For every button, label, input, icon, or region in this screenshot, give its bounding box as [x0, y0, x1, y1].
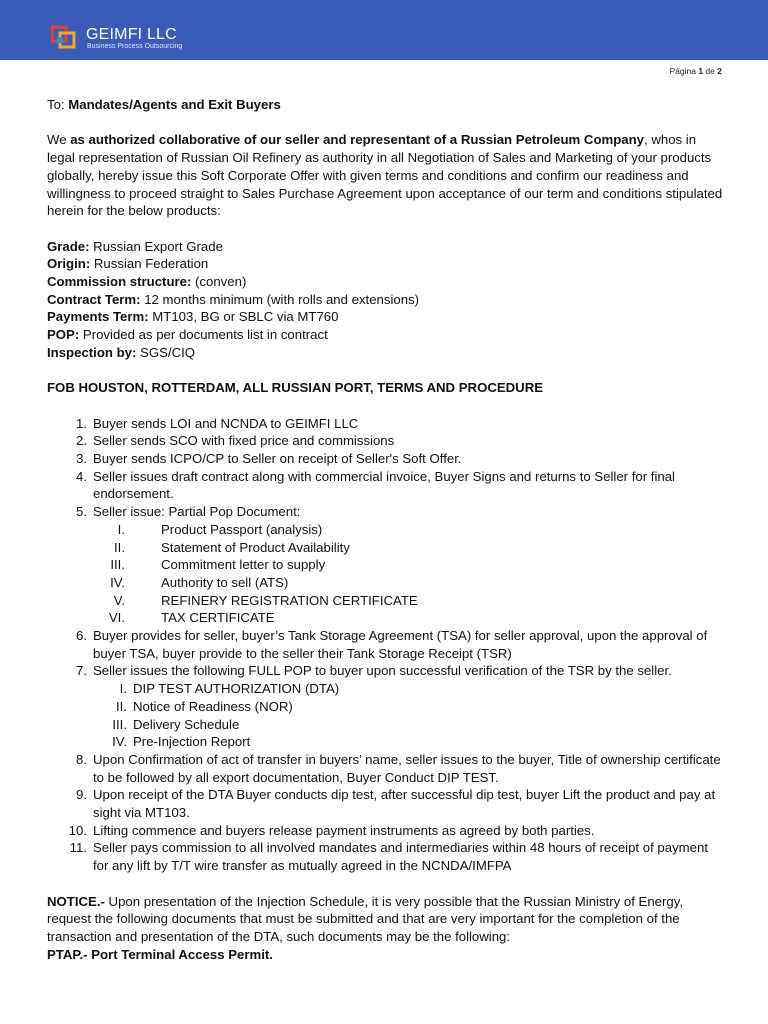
ptap-line: PTAP.- Port Terminal Access Permit. [47, 946, 273, 962]
list-item: 3. Buyer sends ICPO/CP to Seller on receipt of Seller's Soft Offer. [76, 451, 462, 466]
header-bar [0, 0, 768, 60]
sub-list-item: V. REFINERY REGISTRATION CERTIFICATE [113, 592, 418, 608]
sub-list-item: I. Product Passport (analysis) [117, 521, 323, 537]
list-item: 10. Lifting commence and buyers release payment instruments as agreed by both parties. [68, 822, 595, 838]
list-item: 4. Seller issues draft contract along with commercial invoice, Buyer Signs and returns to Seller for final endorsement. [76, 468, 675, 502]
document-body [47, 96, 727, 963]
procedure-list [47, 415, 727, 875]
to-line: To: Mandates/Agents and Exit Buyers [47, 97, 281, 112]
notice-paragraph: NOTICE.- Upon presentation of the Injection Schedule, it is very possible that the Russian Ministry of Energy, request the following documents that must be submitted and that are very important for the completion of the transaction and presentation of the DTA, such documents may be the following: [47, 893, 684, 944]
sub-list-item: II. Statement of Product Availability [114, 539, 350, 555]
sub-list-item: I. DIP TEST AUTHORIZATION (DTA) [119, 681, 340, 697]
spec-contract-term: Contract Term: 12 months minimum (with rolls and extensions) [47, 291, 420, 307]
sub-list-item: IV. Authority to sell (ATS) [110, 574, 289, 590]
list-item: 1. Buyer sends LOI and NCNDA to GEIMFI LLC [76, 415, 359, 431]
spec-inspection: Inspection by: SGS/CIQ [47, 344, 196, 360]
list-item: 7. Seller issues the following FULL POP to buyer upon successful verification of the TSR by the seller. [76, 663, 672, 679]
list-item: 11. Seller pays commission to all involved mandates and intermediaries within 48 hours of receipt of payment for any lift by T/T wire transfer as mutually agreed in the NCNDA/IMFPA [69, 840, 708, 874]
list-item: 5. Seller issue: Partial Pop Document: [76, 504, 301, 520]
company-tagline: Business Process Outsourcing [87, 43, 183, 50]
company-name: GEIMFI LLC [86, 26, 177, 43]
sub-list-item: IV. Pre-Injection Report [112, 734, 251, 750]
spec-origin: Origin: Russian Federation [47, 256, 209, 272]
list-item: 8. Upon Confirmation of act of transfer in buyers’ name, seller issues to the buyer, Title of ownership certificate to be followed by all export documentation, Buyer Conduct DIP TEST. [76, 751, 721, 785]
spec-payments-term: Payments Term: MT103, BG or SBLC via MT760 [47, 309, 339, 325]
list-item: 2. Seller sends SCO with fixed price and commissions [76, 433, 395, 449]
list-item: 9. Upon receipt of the DTA Buyer conducts dip test, after successful dip test, buyer Lift the product and pay at sight via MT103. [76, 787, 716, 821]
page-number: Página 1 de 2 [669, 66, 722, 76]
spec-grade: Grade: Russian Export Grade [47, 238, 223, 254]
sub-list-item: III. Commitment letter to supply [110, 557, 326, 573]
spec-list [47, 238, 727, 362]
spec-pop: POP: Provided as per documents list in contract [47, 327, 328, 343]
procedure-heading: FOB HOUSTON, ROTTERDAM, ALL RUSSIAN PORT, TERMS AND PROCEDURE [47, 380, 544, 396]
sub-list-item: VI. TAX CERTIFICATE [108, 610, 275, 626]
spec-commission: Commission structure: (conven) [47, 274, 247, 289]
sub-list-item: II. Notice of Readiness (NOR) [116, 698, 293, 714]
geimfi-logo-icon [51, 24, 77, 50]
intro-paragraph: We as authorized collaborative of our seller and representant of a Russian Petroleum Company, whos in legal representation of Russian Oil Refinery as authority in all Negotiation of Sales and Marketing of your products globally, hereby issue this Soft Corporate Offer with given terms and conditions and confirm our readiness and willingness to proceed straight to Sales Purchase Agreement upon acceptance of our term and conditions stipulated herein for the below products: [47, 132, 723, 219]
list-item: 6. Buyer provides for seller, buyer’s Tank Storage Agreement (TSA) for seller approval, upon the approval of buyer TSA, buyer provide to the seller their Tank Storage Receipt (TSR) [76, 628, 708, 661]
sub-list-item: III. Delivery Schedule [112, 716, 240, 732]
